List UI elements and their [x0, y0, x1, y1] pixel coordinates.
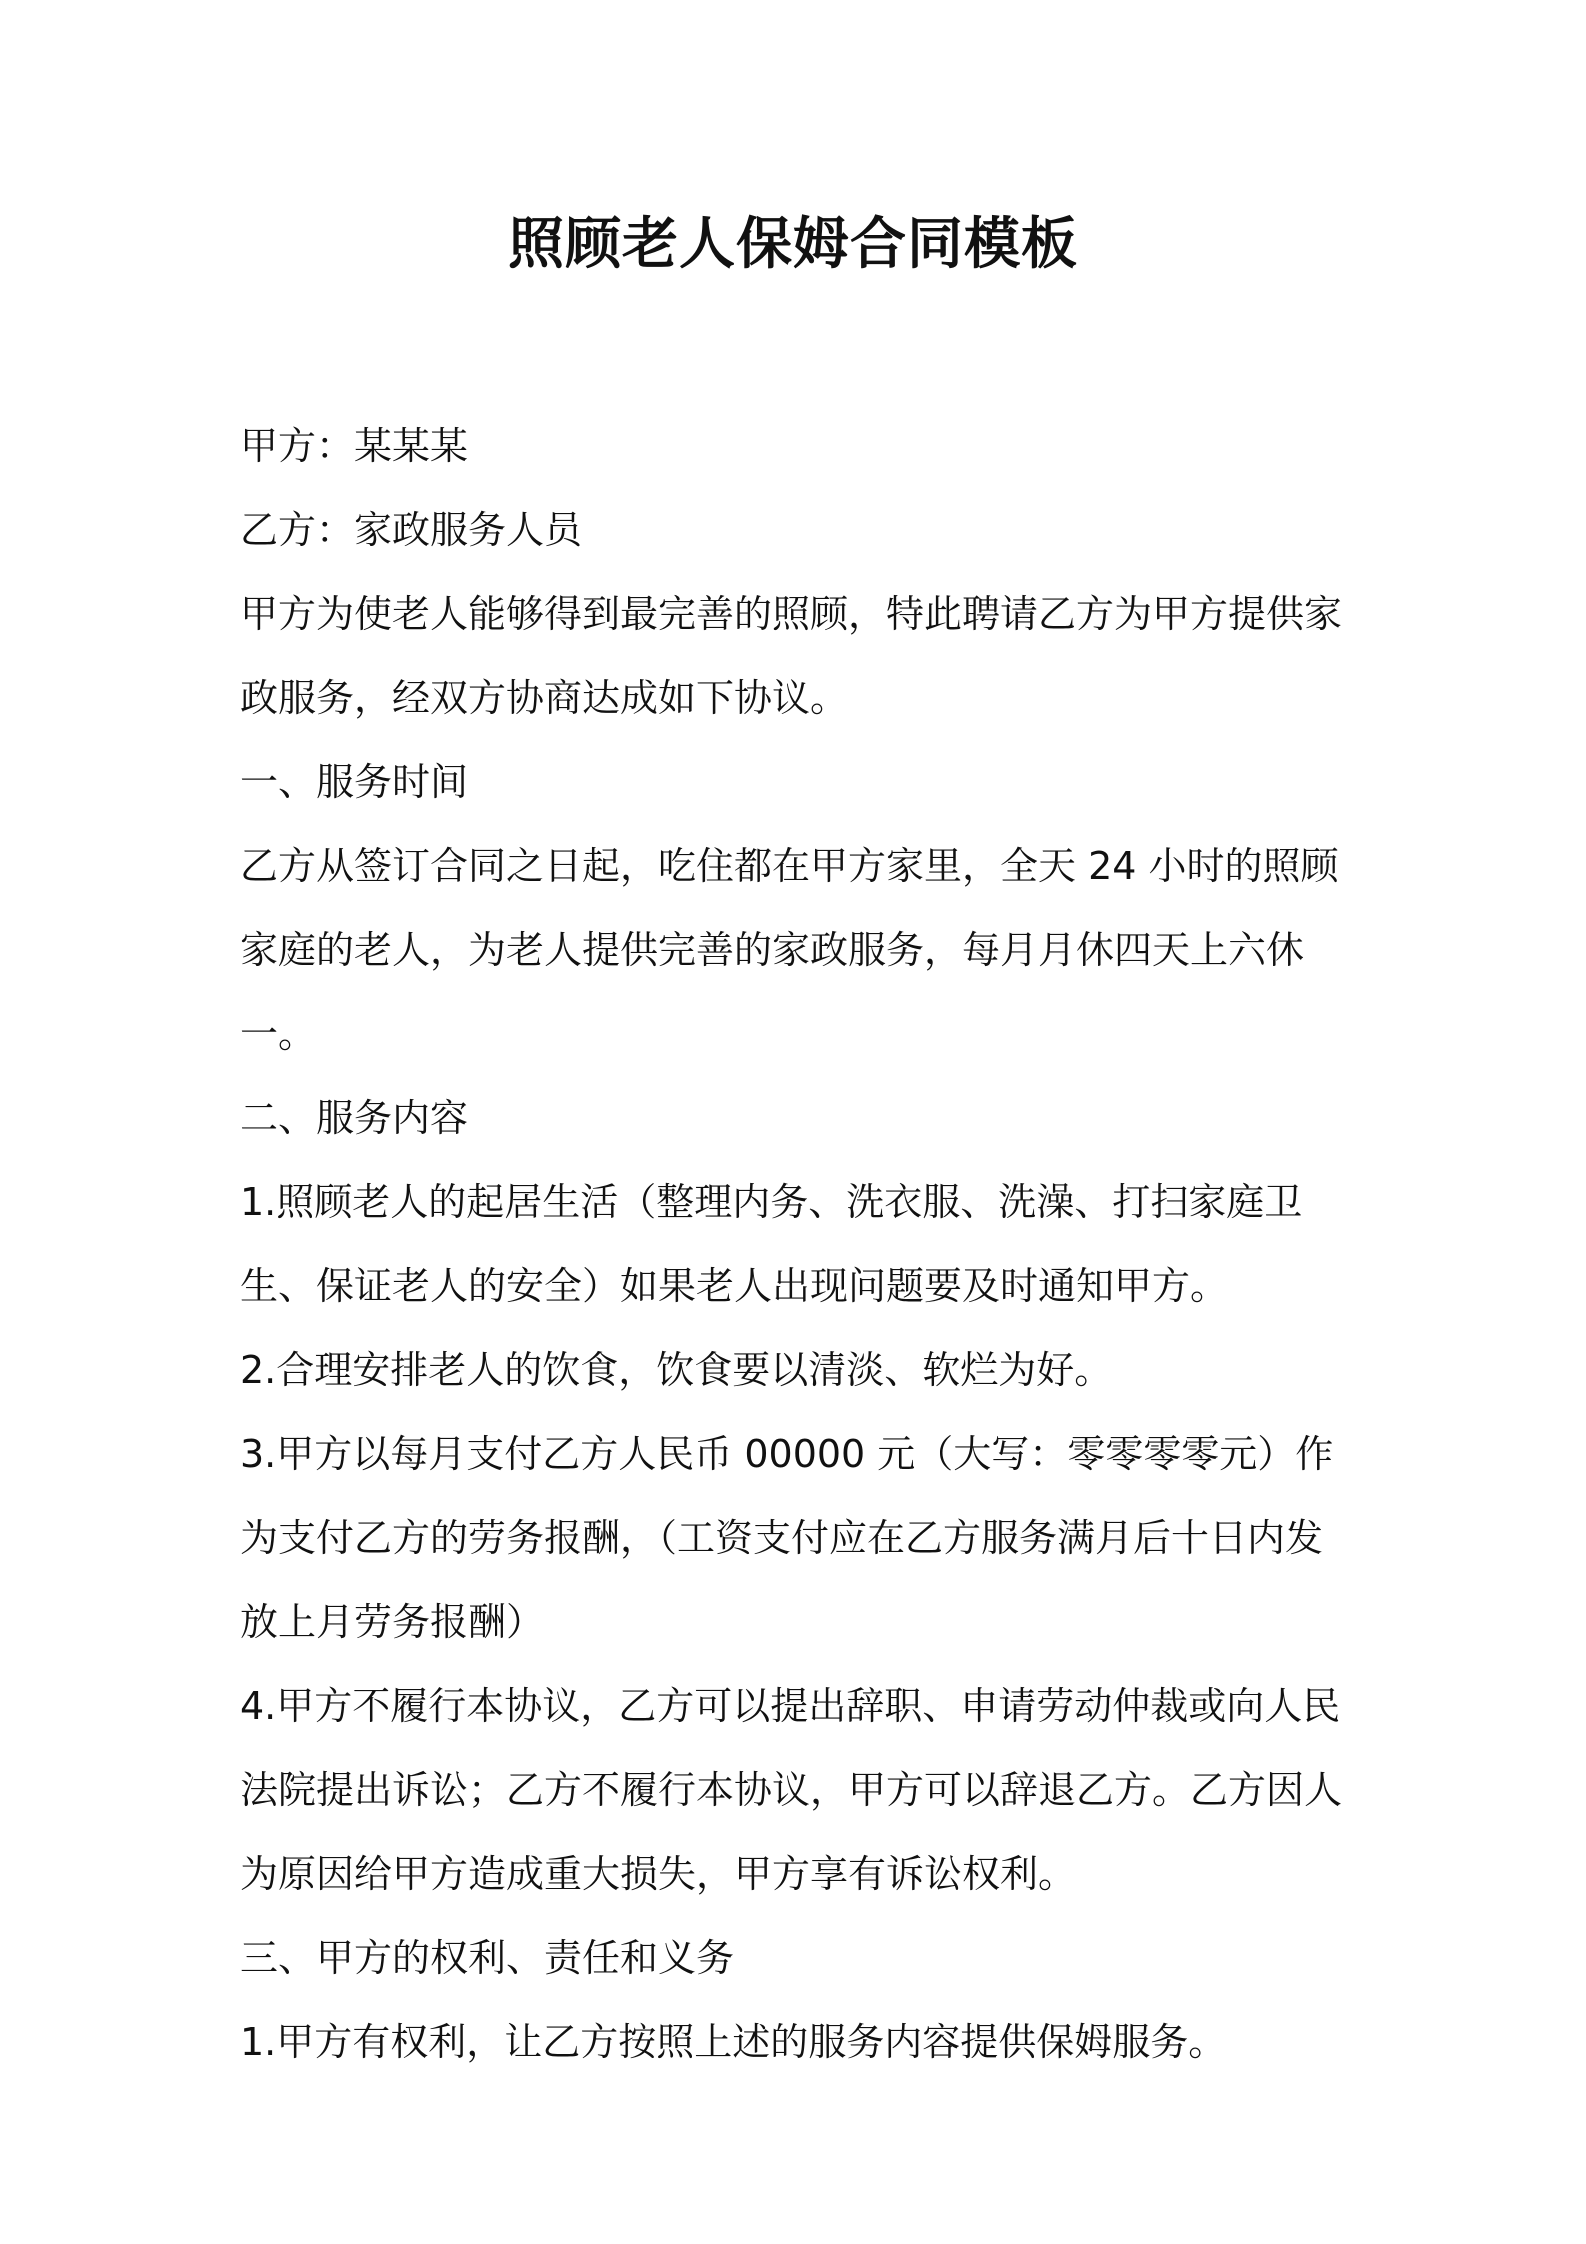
document-body [240, 404, 1360, 2084]
service-content-item-4: 4.甲方不履行本协议，乙方可以提出辞职、申请劳动仲裁或向人民法院提出诉讼；乙方不履行本协议，甲方可以辞退乙方。乙方因人为原因给甲方造成重大损失，甲方享有诉讼权利。 [240, 1684, 1343, 1896]
section-heading-service-time: 一、服务时间 [240, 760, 469, 804]
document-title: 照顾老人保姆合同模板 [508, 212, 1078, 277]
party-a-line: 甲方：某某某 [240, 424, 469, 468]
service-content-item-3: 3.甲方以每月支付乙方人民币 00000 元（大写：零零零零元）作为支付乙方的劳务报酬，（工资支付应在乙方服务满月后十日内发放上月劳务报酬） [240, 1432, 1334, 1644]
service-content-item-1: 1.照顾老人的起居生活（整理内务、洗衣服、洗澡、打扫家庭卫生、保证老人的安全）如果老人出现问题要及时通知甲方。 [240, 1180, 1303, 1308]
party-b-line: 乙方：家政服务人员 [240, 508, 583, 552]
service-content-item-2: 2.合理安排老人的饮食，饮食要以清淡、软烂为好。 [240, 1348, 1113, 1392]
section-heading-party-a-rights: 三、甲方的权利、责任和义务 [240, 1936, 735, 1980]
party-a-rights-item-1: 1.甲方有权利，让乙方按照上述的服务内容提供保姆服务。 [240, 2020, 1227, 2064]
service-time-paragraph: 乙方从签订合同之日起，吃住都在甲方家里，全天 24 小时的照顾家庭的老人，为老人提供完善的家政服务，每月月休四天上六休一。 [240, 844, 1339, 1056]
section-heading-service-content: 二、服务内容 [240, 1096, 469, 1140]
intro-paragraph: 甲方为使老人能够得到最完善的照顾，特此聘请乙方为甲方提供家政服务，经双方协商达成如下协议。 [240, 592, 1343, 720]
